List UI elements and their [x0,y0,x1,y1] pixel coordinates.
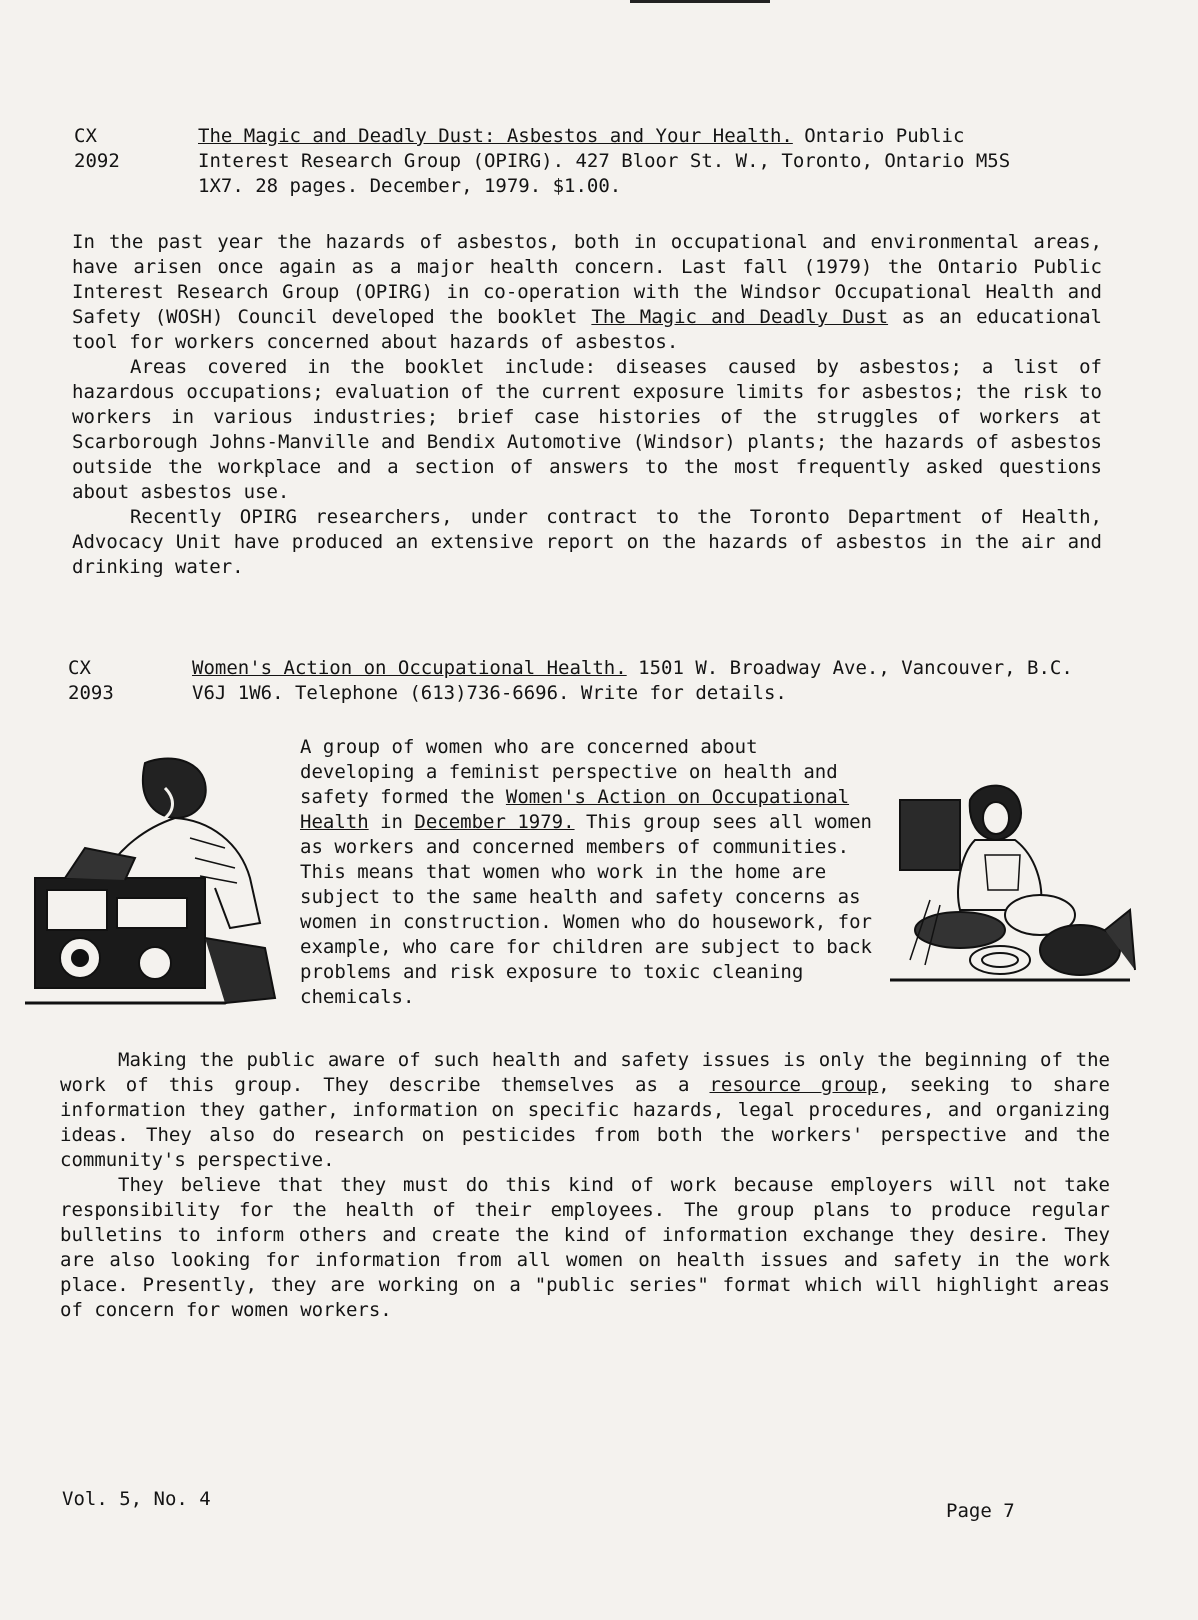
entry-citation-details: Ontario Public Interest Research Group (OPIRG). 427 Bloor St. W., Toronto, Ontario M5S 1X7. 28 pages. December, 1979. $1.00. [198,125,1011,197]
paragraph-text: In the past year the hazards of asbestos, both in occupational and environmental areas, have arisen once again as a major health concern. Last fall (1979) the Ontario Public Interest Research Group (OPIRG) in co-operation with the Windsor Occupational Health and Safety (WOSH) Council developed the booklet [72,231,1102,328]
group-name: Women's Action on Occupational Health [300,786,850,833]
entry-id-2093 [68,656,114,706]
entry-id-2092 [74,124,120,174]
entry-title: Women's Action on Occupational Health. [192,657,627,679]
entry-id-number: 2093 [68,682,114,704]
paragraph-text: A group of women who are concerned about developing a feminist perspective on health and safety formed the [300,736,838,808]
booklet-title: The Magic and Deadly Dust [591,306,889,328]
paragraph-text: in [368,811,415,833]
entry-citation-details: 1501 W. Broadway Ave., Vancouver, B.C. V6J 1W6. Telephone (613)736-6696. Write for details. [192,657,1073,704]
paragraph-text: Making the public aware of such health and safety issues is only the beginning of the work of this group. They describe themselves as a [60,1049,1110,1096]
entry-paragraph [72,505,1102,580]
entry-paragraph [60,1048,1110,1173]
entry-citation-2092 [198,124,1048,199]
woman-machinist-illustration [25,748,295,1018]
paragraph-text: Recently OPIRG researchers, under contract to the Toronto Department of Health, Advocacy Unit have produced an extensive report on the hazards of asbestos in the air and drinking water. [72,506,1102,578]
entry-paragraph-wrapped [300,735,875,1010]
paragraph-text: as an educational tool for workers concerned about hazards of asbestos. [72,306,1102,353]
formation-date: December 1979. [414,811,575,833]
volume-number: Vol. 5, No. 4 [62,1488,211,1510]
paragraph-text: , seeking to share information they gather, information on specific hazards, legal procedures, and organizing ideas. They also do research on pesticides from both the workers' perspective and the community's perspective. [60,1074,1110,1171]
paragraph-text: This group sees all women as workers and concerned members of communities. This means that women who work in the home are subject to the same health and safety concerns as women in construction. Women who do housework, for example, who care for children are subject to back problems and risk exposure to toxic cleaning chemicals. [300,811,872,1008]
entry-citation-2093 [192,656,1102,706]
entry-id-prefix: CX [68,657,91,679]
entry-id-prefix: CX [74,125,97,147]
paragraph-text: They believe that they must do this kind of work because employers will not take responsibility for the health of their employees. The group plans to produce regular bulletins to inform others and create the kind of information exchange they desire. They are also looking for information from all women on health issues and safety in the work place. Presently, they are working on a "public series" format which will highlight areas of concern for women workers. [60,1174,1110,1321]
entry-paragraph [60,1173,1110,1323]
woman-housework-illustration [890,780,1140,990]
entry-id-number: 2092 [74,150,120,172]
top-rule [630,0,770,3]
entry-paragraph [72,355,1102,505]
paragraph-text: Areas covered in the booklet include: diseases caused by asbestos; a list of hazardous occupations; evaluation of the current exposure limits for asbestos; the risk to workers in various industries; brief case histories of the struggles of workers at Scarborough Johns-Manville and Bendix Automotive (Windsor) plants; the hazards of asbestos outside the workplace and a section of answers to the most frequently asked questions about asbestos use. [72,356,1102,503]
entry-title: The Magic and Deadly Dust: Asbestos and Your Health. [198,125,793,147]
entry-paragraph [72,230,1102,355]
page-number: Page 7 [946,1500,1015,1522]
resource-group-term: resource group [709,1074,879,1096]
